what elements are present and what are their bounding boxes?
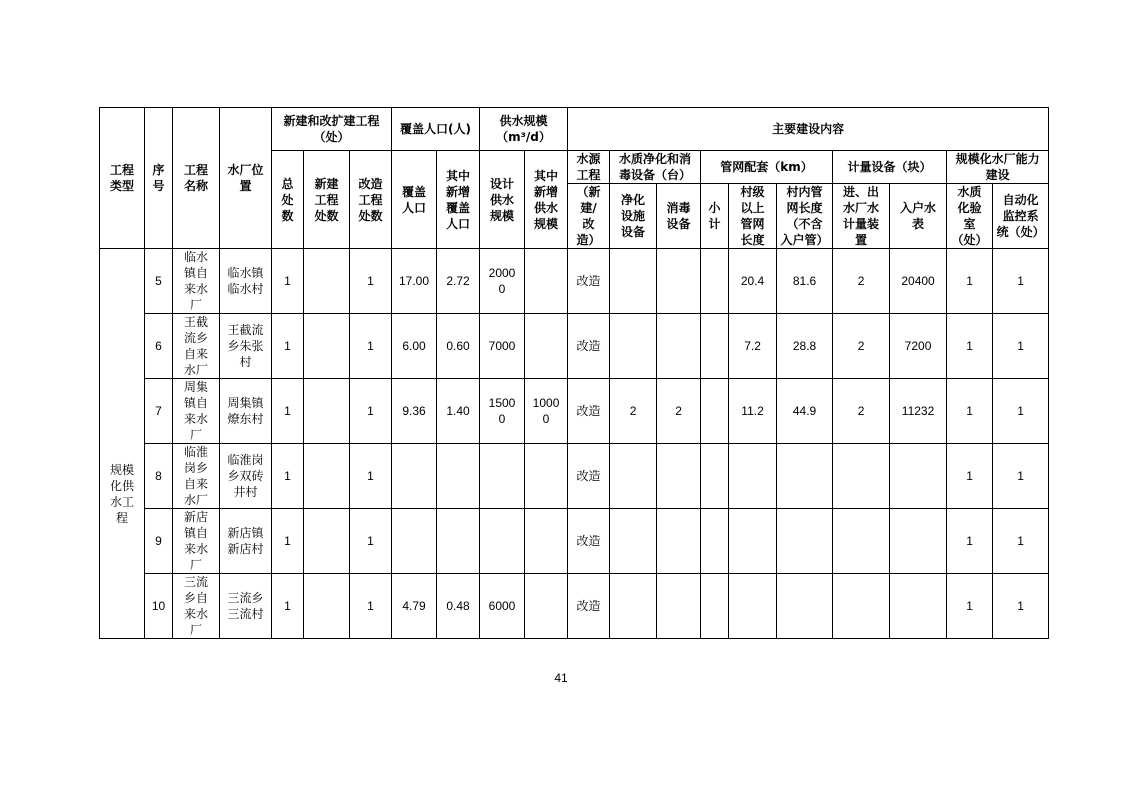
cell-renovate: 1: [350, 379, 392, 444]
cell-seq: 7: [145, 379, 173, 444]
cell-disinfection: [657, 444, 701, 509]
cell-disinfection: [657, 509, 701, 574]
cell-name: 周集 镇自 来水 厂: [173, 379, 220, 444]
cell-water-source: 改造: [568, 444, 610, 509]
table-row: [100, 509, 1049, 574]
header-capacity-group: 规模化水厂能力 建设: [947, 151, 1049, 184]
cell-water-source: 改造: [568, 314, 610, 379]
cell-new: [304, 249, 350, 314]
cell-meter-household: [890, 444, 947, 509]
cell-disinfection: 2: [657, 379, 701, 444]
cell-total: 1: [272, 314, 304, 379]
cell-pipe-village: [729, 444, 777, 509]
cell-pipe-village: [729, 574, 777, 639]
header-pipe-group: 管网配套（km）: [701, 151, 833, 184]
header-type: 工程 类型: [100, 108, 145, 249]
cell-location: 临水镇 临水村: [220, 249, 272, 314]
header-purification: 净化 设施 设备: [610, 184, 657, 249]
cell-design-supply: 2000 0: [480, 249, 525, 314]
cell-pipe-subtotal: [701, 314, 729, 379]
construction-table: [99, 107, 1049, 639]
cell-automation: 1: [993, 509, 1049, 574]
cell-meter-inout: 2: [833, 379, 890, 444]
cell-meter-inout: [833, 574, 890, 639]
header-coverage: 覆盖 人口: [392, 151, 437, 249]
cell-pipe-inner: 28.8: [777, 314, 833, 379]
cell-coverage-new: 2.72: [437, 249, 480, 314]
cell-purification: [610, 314, 657, 379]
header-pipe-inner: 村内管 网长度 （不含 入户管）: [777, 184, 833, 249]
cell-new: [304, 379, 350, 444]
cell-lab: 1: [947, 574, 993, 639]
cell-total: 1: [272, 249, 304, 314]
cell-design-supply: [480, 444, 525, 509]
cell-meter-inout: [833, 509, 890, 574]
header-pipe-subtotal: 小 计: [701, 184, 729, 249]
cell-total: 1: [272, 379, 304, 444]
cell-seq: 8: [145, 444, 173, 509]
cell-pipe-inner: [777, 444, 833, 509]
cell-purification: 2: [610, 379, 657, 444]
header-new-supply: 其中 新增 供水 规模: [525, 151, 568, 249]
cell-renovate: 1: [350, 509, 392, 574]
cell-lab: 1: [947, 509, 993, 574]
cell-coverage: 6.00: [392, 314, 437, 379]
cell-new: [304, 444, 350, 509]
cell-name: 临水 镇自 来水 厂: [173, 249, 220, 314]
header-coverage-group: 覆盖人口(人): [392, 108, 480, 151]
cell-pipe-subtotal: [701, 249, 729, 314]
cell-seq: 6: [145, 314, 173, 379]
header-purification-group: 水质净化和消 毒设备（台）: [610, 151, 701, 184]
cell-lab: 1: [947, 249, 993, 314]
header-renovate: 改造 工程 处数: [350, 151, 392, 249]
page-number: 41: [554, 671, 568, 685]
cell-meter-household: 20400: [890, 249, 947, 314]
header-location: 水厂位 置: [220, 108, 272, 249]
header-automation: 自动化 监控系 统（处）: [993, 184, 1049, 249]
cell-meter-inout: 2: [833, 314, 890, 379]
cell-water-source: 改造: [568, 379, 610, 444]
cell-disinfection: [657, 249, 701, 314]
header-total: 总 处 数: [272, 151, 304, 249]
cell-seq: 9: [145, 509, 173, 574]
cell-coverage-new: [437, 444, 480, 509]
cell-automation: 1: [993, 444, 1049, 509]
header-lab: 水质 化验 室 （处）: [947, 184, 993, 249]
cell-location: 王截流 乡朱张 村: [220, 314, 272, 379]
cell-pipe-village: 20.4: [729, 249, 777, 314]
cell-name: 临淮 岗乡 自来 水厂: [173, 444, 220, 509]
table-row: [100, 314, 1049, 379]
cell-disinfection: [657, 574, 701, 639]
header-disinfection: 消毒 设备: [657, 184, 701, 249]
header-row-1: [100, 108, 1049, 151]
header-water-source-sub: （新 建/ 改 造）: [568, 184, 610, 249]
cell-coverage: 4.79: [392, 574, 437, 639]
cell-new: [304, 574, 350, 639]
cell-lab: 1: [947, 444, 993, 509]
cell-location: 周集镇 燎东村: [220, 379, 272, 444]
cell-coverage-new: 0.48: [437, 574, 480, 639]
cell-renovate: 1: [350, 444, 392, 509]
cell-purification: [610, 249, 657, 314]
cell-automation: 1: [993, 249, 1049, 314]
cell-pipe-village: [729, 509, 777, 574]
cell-meter-inout: [833, 444, 890, 509]
header-new: 新建 工程 处数: [304, 151, 350, 249]
cell-meter-household: 7200: [890, 314, 947, 379]
cell-purification: [610, 509, 657, 574]
cell-coverage: [392, 509, 437, 574]
cell-automation: 1: [993, 379, 1049, 444]
table-row: [100, 379, 1049, 444]
cell-name: 三流 乡自 来水 厂: [173, 574, 220, 639]
cell-water-source: 改造: [568, 509, 610, 574]
cell-automation: 1: [993, 314, 1049, 379]
cell-design-supply: 6000: [480, 574, 525, 639]
cell-lab: 1: [947, 314, 993, 379]
cell-total: 1: [272, 574, 304, 639]
cell-total: 1: [272, 444, 304, 509]
header-meter-inout: 进、出 水厂水 计量装 置: [833, 184, 890, 249]
cell-pipe-subtotal: [701, 574, 729, 639]
cell-coverage: 9.36: [392, 379, 437, 444]
cell-pipe-subtotal: [701, 509, 729, 574]
header-pipe-village: 村级 以上 管网 长度: [729, 184, 777, 249]
cell-coverage: [392, 444, 437, 509]
header-water-source: 水源 工程: [568, 151, 610, 184]
cell-automation: 1: [993, 574, 1049, 639]
cell-coverage-new: 0.60: [437, 314, 480, 379]
cell-coverage-new: [437, 509, 480, 574]
cell-new-supply: [525, 444, 568, 509]
cell-name: 新店 镇自 来水 厂: [173, 509, 220, 574]
header-design-supply: 设计 供水 规模: [480, 151, 525, 249]
header-coverage-new: 其中 新增 覆盖 人口: [437, 151, 480, 249]
cell-design-supply: 7000: [480, 314, 525, 379]
cell-purification: [610, 444, 657, 509]
header-construction-group: 新建和改扩建工程 （处）: [272, 108, 392, 151]
cell-water-source: 改造: [568, 249, 610, 314]
table-row: [100, 249, 1049, 314]
cell-location: 三流乡 三流村: [220, 574, 272, 639]
header-meter-group: 计量设备（块）: [833, 151, 947, 184]
cell-location: 临淮岗 乡双砖 井村: [220, 444, 272, 509]
cell-location: 新店镇 新店村: [220, 509, 272, 574]
cell-new-supply: [525, 249, 568, 314]
cell-meter-household: [890, 509, 947, 574]
cell-coverage-new: 1.40: [437, 379, 480, 444]
cell-pipe-subtotal: [701, 444, 729, 509]
header-main-content: 主要建设内容: [568, 108, 1049, 151]
cell-seq: 5: [145, 249, 173, 314]
cell-meter-household: [890, 574, 947, 639]
cell-name: 王截 流乡 自来 水厂: [173, 314, 220, 379]
header-seq: 序 号: [145, 108, 173, 249]
cell-renovate: 1: [350, 574, 392, 639]
cell-total: 1: [272, 509, 304, 574]
header-meter-household: 入户水 表: [890, 184, 947, 249]
cell-new-supply: [525, 314, 568, 379]
cell-design-supply: 1500 0: [480, 379, 525, 444]
cell-renovate: 1: [350, 249, 392, 314]
category-cell: 规模 化供 水工 程: [100, 249, 145, 639]
cell-meter-inout: 2: [833, 249, 890, 314]
cell-new: [304, 314, 350, 379]
cell-coverage: 17.00: [392, 249, 437, 314]
cell-pipe-inner: 44.9: [777, 379, 833, 444]
header-supply-group: 供水规模 （m³/d）: [480, 108, 568, 151]
cell-new: [304, 509, 350, 574]
cell-pipe-village: 7.2: [729, 314, 777, 379]
cell-pipe-village: 11.2: [729, 379, 777, 444]
cell-pipe-subtotal: [701, 379, 729, 444]
cell-lab: 1: [947, 379, 993, 444]
cell-design-supply: [480, 509, 525, 574]
cell-pipe-inner: [777, 574, 833, 639]
cell-seq: 10: [145, 574, 173, 639]
cell-pipe-inner: [777, 509, 833, 574]
cell-disinfection: [657, 314, 701, 379]
cell-new-supply: [525, 509, 568, 574]
cell-renovate: 1: [350, 314, 392, 379]
cell-pipe-inner: 81.6: [777, 249, 833, 314]
table-row: [100, 444, 1049, 509]
cell-new-supply: [525, 574, 568, 639]
cell-new-supply: 1000 0: [525, 379, 568, 444]
header-name: 工程 名称: [173, 108, 220, 249]
cell-purification: [610, 574, 657, 639]
cell-meter-household: 11232: [890, 379, 947, 444]
table-row: [100, 574, 1049, 639]
cell-water-source: 改造: [568, 574, 610, 639]
